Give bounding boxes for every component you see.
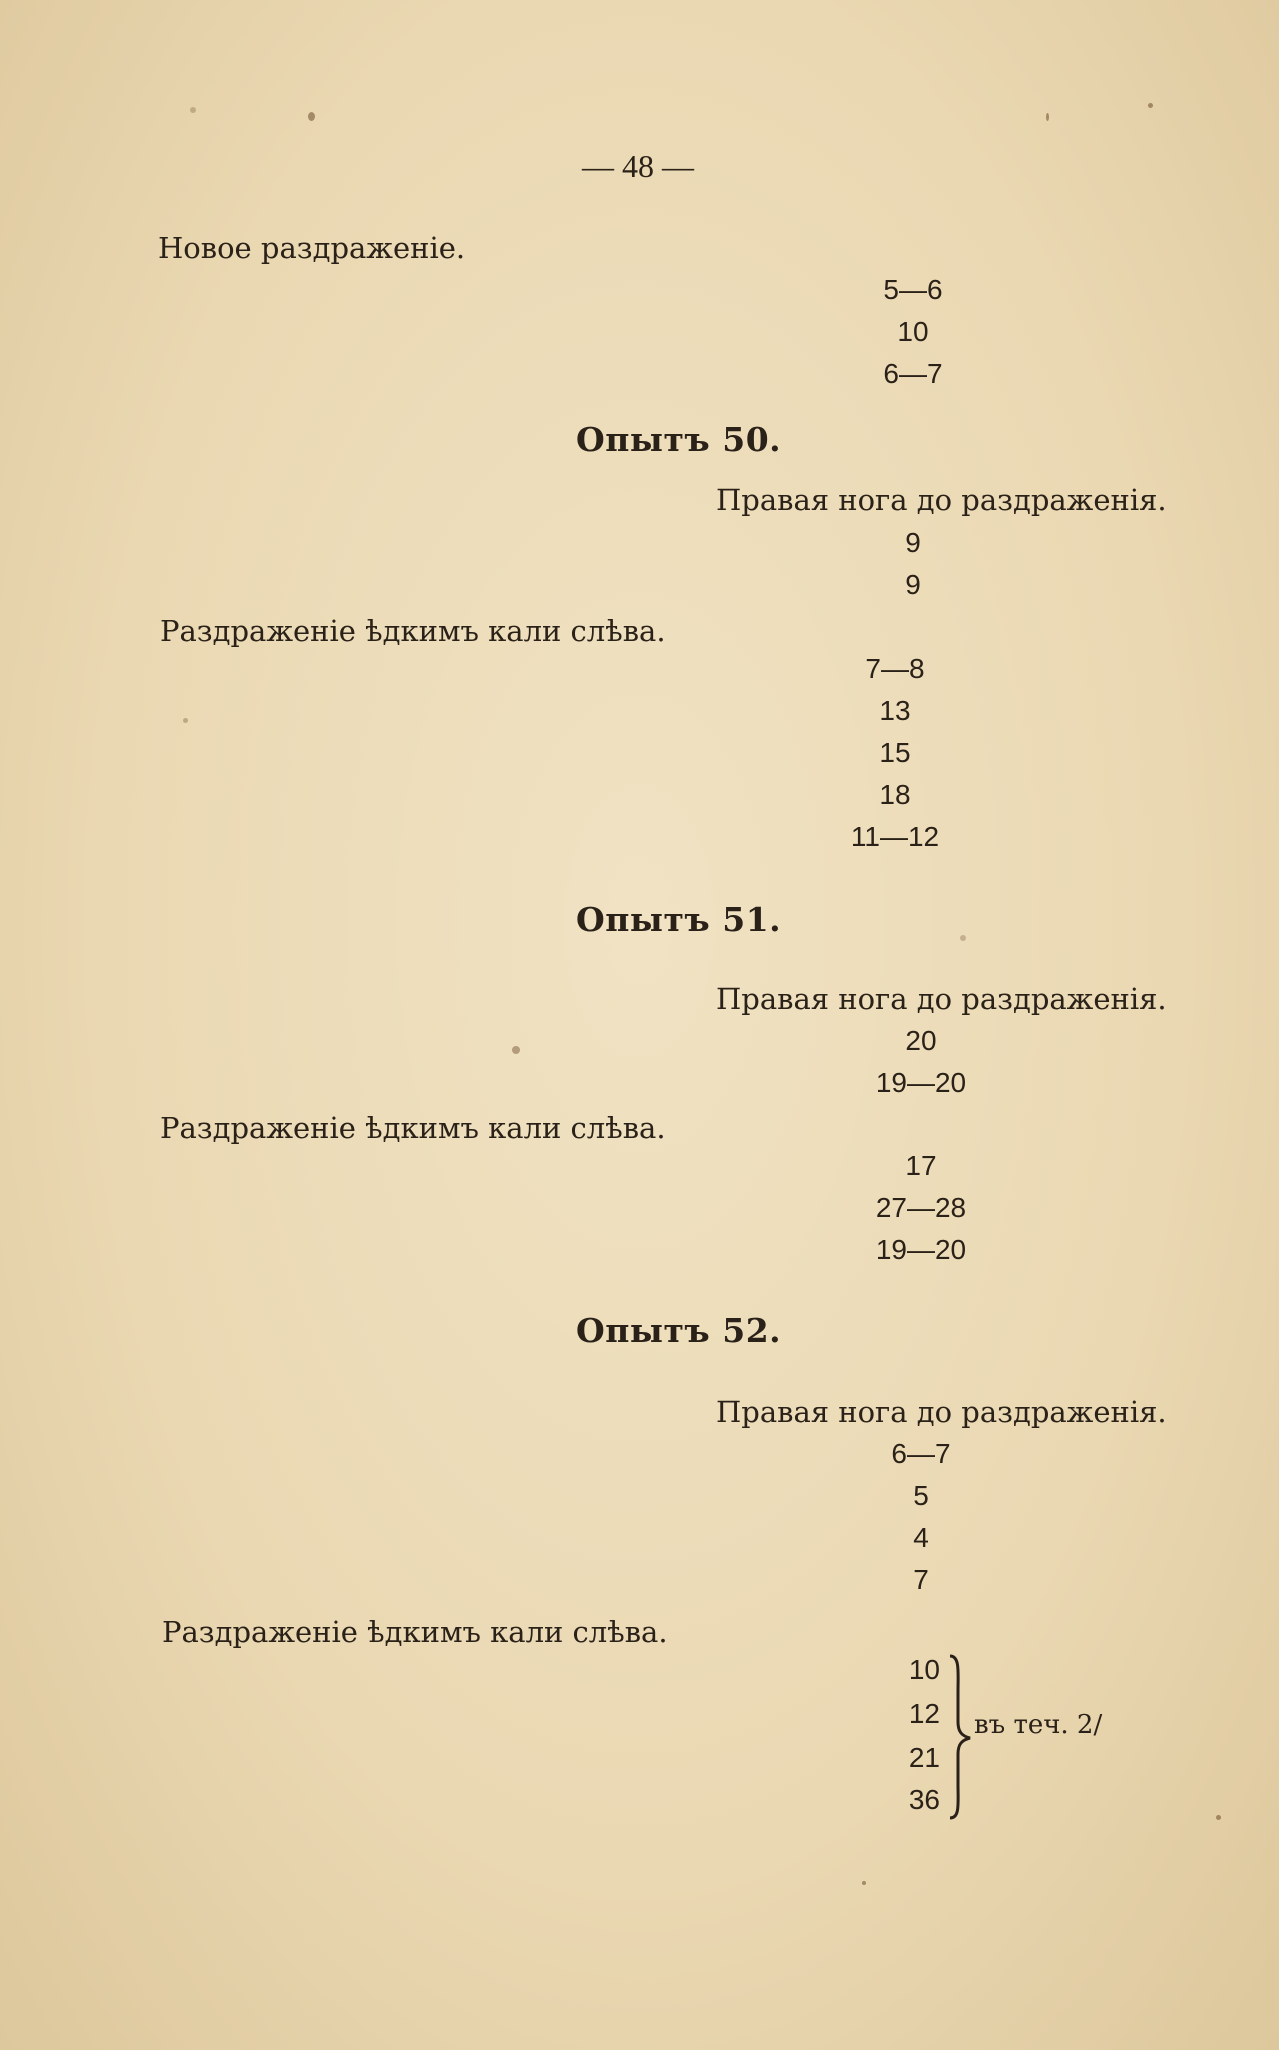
paper-speck xyxy=(308,112,315,121)
experiment-title: Опытъ 51. xyxy=(576,900,782,939)
paper-speck xyxy=(1148,103,1153,108)
intro-value: 6—7 xyxy=(883,358,943,389)
stimulus-label: Раздраженіе ѣдкимъ кали слѣва. xyxy=(160,1111,666,1145)
after-value: 27—28 xyxy=(875,1192,967,1223)
brace-note: въ теч. 2/ xyxy=(974,1710,1103,1740)
paper-speck xyxy=(862,1881,866,1885)
after-value: 18 xyxy=(879,779,911,810)
before-value: 20 xyxy=(905,1025,937,1056)
after-value: 13 xyxy=(879,695,911,726)
before-label: Правая нога до раздраженія. xyxy=(716,1395,1167,1429)
curly-brace-icon xyxy=(946,1652,976,1822)
experiment-title: Опытъ 52. xyxy=(576,1311,782,1350)
paper-speck xyxy=(960,935,966,941)
before-value: 4 xyxy=(913,1522,929,1553)
before-value: 9 xyxy=(905,527,921,558)
before-label: Правая нога до раздраженія. xyxy=(716,982,1167,1016)
stimulus-label: Раздраженіе ѣдкимъ кали слѣва. xyxy=(162,1615,668,1649)
paper-speck xyxy=(512,1046,520,1054)
before-value: 19—20 xyxy=(875,1067,967,1098)
before-value: 9 xyxy=(905,569,921,600)
stimulus-label: Раздраженіе ѣдкимъ кали слѣва. xyxy=(160,614,666,648)
intro-value: 5—6 xyxy=(883,274,943,305)
intro-value: 10 xyxy=(897,316,929,347)
intro-label: Новое раздраженіе. xyxy=(158,231,466,265)
after-value: 36 xyxy=(908,1784,940,1815)
paper-speck xyxy=(1046,113,1049,121)
before-value: 5 xyxy=(913,1480,929,1511)
after-value: 21 xyxy=(908,1742,940,1773)
paper-speck xyxy=(183,718,188,723)
after-value: 10 xyxy=(908,1654,940,1685)
after-value: 15 xyxy=(879,737,911,768)
before-label: Правая нога до раздраженія. xyxy=(716,483,1167,517)
page-number: — 48 — xyxy=(582,148,694,184)
after-value: 17 xyxy=(905,1150,937,1181)
before-value: 6—7 xyxy=(891,1438,951,1469)
experiment-title: Опытъ 50. xyxy=(576,420,782,459)
after-value: 12 xyxy=(908,1698,940,1729)
after-value: 19—20 xyxy=(875,1234,967,1265)
paper-speck xyxy=(1216,1815,1221,1820)
after-value: 7—8 xyxy=(865,653,925,684)
before-value: 7 xyxy=(913,1564,929,1595)
after-value: 11—12 xyxy=(850,821,940,852)
paper-speck xyxy=(190,107,196,113)
